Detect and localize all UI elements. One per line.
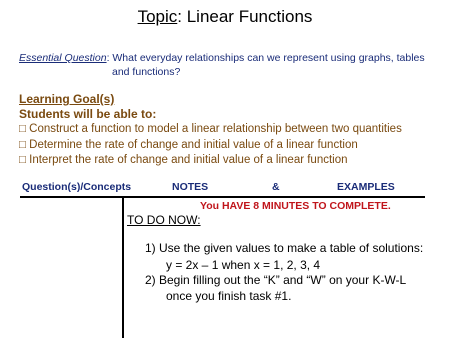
column-header-questions: Question(s)/Concepts (22, 181, 132, 193)
learning-goal-item: □ Interpret the rate of change and initial value of a linear function (19, 154, 348, 166)
essential-question-line2: and functions? (112, 66, 181, 78)
column-header-examples: EXAMPLES (337, 181, 395, 193)
todo-step-1: 1) Use the given values to make a table of solutions: (145, 241, 424, 255)
essential-question-line1: : What everyday relationships can we represent using graphs, tables (106, 52, 425, 64)
learning-goals-title: Learning Goal(s) (19, 92, 115, 106)
page-title (0, 6, 450, 28)
time-warning: You HAVE 8 MINUTES TO COMPLETE. (200, 200, 391, 212)
todo-title: TO DO NOW: (127, 213, 201, 227)
todo-step-2: 2) Begin filling out the “K” and “W” on your K-W-L (145, 273, 407, 287)
learning-goals-subtitle: Students will be able to: (19, 107, 157, 121)
topic-text: : Linear Functions (177, 7, 313, 26)
column-header-ampersand: & (272, 181, 280, 193)
header-divider (20, 196, 425, 198)
topic-label: Topic (137, 7, 178, 26)
todo-step-2-detail: once you finish task #1. (166, 289, 292, 303)
learning-goal-item: □ Determine the rate of change and initial value of a linear function (19, 139, 358, 151)
essential-question-label: Essential Question (19, 52, 107, 64)
learning-goal-item: □ Construct a function to model a linear relationship between two quantities (19, 123, 402, 135)
todo-step-1-detail: y = 2x – 1 when x = 1, 2, 3, 4 (166, 258, 321, 272)
column-divider (122, 196, 124, 338)
essential-question (19, 52, 425, 65)
column-header-notes: NOTES (172, 181, 209, 193)
